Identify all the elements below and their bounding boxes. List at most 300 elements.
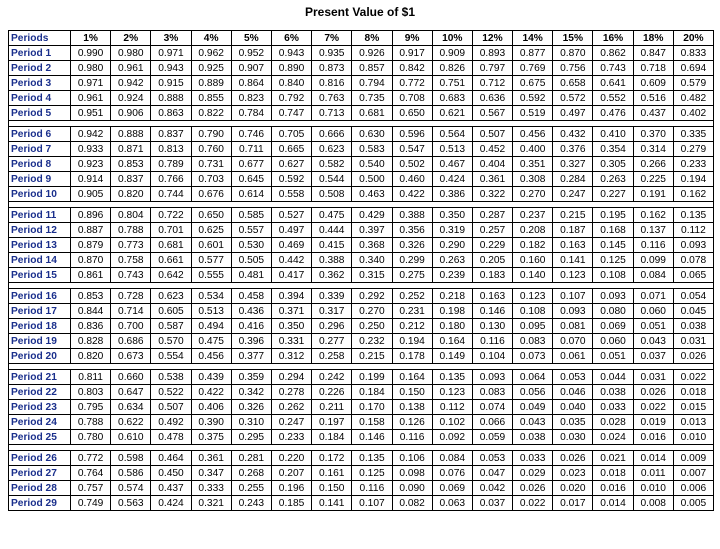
pv-cell: 0.361 bbox=[191, 451, 231, 466]
pv-cell: 0.909 bbox=[432, 46, 472, 61]
pv-cell: 0.162 bbox=[633, 208, 673, 223]
pv-cell: 0.231 bbox=[392, 304, 432, 319]
pv-cell: 0.579 bbox=[673, 76, 713, 91]
pv-cell: 0.873 bbox=[312, 61, 352, 76]
pv-cell: 0.642 bbox=[151, 268, 191, 283]
pv-cell: 0.183 bbox=[472, 268, 512, 283]
pv-cell: 0.026 bbox=[673, 349, 713, 364]
pv-cell: 0.634 bbox=[111, 400, 151, 415]
period-label: Period 20 bbox=[9, 349, 71, 364]
pv-cell: 0.377 bbox=[231, 349, 271, 364]
period-label: Period 29 bbox=[9, 496, 71, 511]
pv-cell: 0.555 bbox=[191, 268, 231, 283]
pv-cell: 0.836 bbox=[71, 319, 111, 334]
pv-cell: 0.630 bbox=[352, 127, 392, 142]
pv-cell: 0.773 bbox=[111, 238, 151, 253]
pv-cell: 0.905 bbox=[71, 187, 111, 202]
pv-cell: 0.277 bbox=[312, 334, 352, 349]
pv-cell: 0.497 bbox=[553, 106, 593, 121]
pv-cell: 0.598 bbox=[111, 451, 151, 466]
pv-cell: 0.021 bbox=[593, 451, 633, 466]
pv-cell: 0.896 bbox=[71, 208, 111, 223]
pv-cell: 0.092 bbox=[432, 430, 472, 445]
pv-cell: 0.463 bbox=[352, 187, 392, 202]
pv-cell: 0.257 bbox=[472, 223, 512, 238]
pv-cell: 0.422 bbox=[191, 385, 231, 400]
pv-cell: 0.763 bbox=[312, 91, 352, 106]
pv-cell: 0.037 bbox=[633, 349, 673, 364]
pv-cell: 0.547 bbox=[392, 142, 432, 157]
table-row bbox=[9, 106, 714, 121]
pv-cell: 0.855 bbox=[191, 91, 231, 106]
pv-cell: 0.769 bbox=[513, 61, 553, 76]
pv-cell: 0.020 bbox=[553, 481, 593, 496]
pv-cell: 0.842 bbox=[392, 61, 432, 76]
pv-cell: 0.627 bbox=[271, 157, 311, 172]
pv-cell: 0.106 bbox=[392, 451, 432, 466]
pv-cell: 0.060 bbox=[633, 304, 673, 319]
pv-cell: 0.816 bbox=[312, 76, 352, 91]
pv-cell: 0.250 bbox=[352, 319, 392, 334]
pv-cell: 0.046 bbox=[553, 385, 593, 400]
pv-cell: 0.574 bbox=[111, 481, 151, 496]
period-label: Period 25 bbox=[9, 430, 71, 445]
pv-cell: 0.534 bbox=[191, 289, 231, 304]
pv-cell: 0.326 bbox=[231, 400, 271, 415]
pv-cell: 0.844 bbox=[71, 304, 111, 319]
pv-cell: 0.636 bbox=[472, 91, 512, 106]
pv-cell: 0.064 bbox=[513, 370, 553, 385]
pv-cell: 0.362 bbox=[312, 268, 352, 283]
pv-cell: 0.299 bbox=[392, 253, 432, 268]
pv-cell: 0.026 bbox=[553, 451, 593, 466]
pv-cell: 0.558 bbox=[271, 187, 311, 202]
pv-cell: 0.198 bbox=[432, 304, 472, 319]
pv-cell: 0.116 bbox=[633, 238, 673, 253]
pv-cell: 0.610 bbox=[111, 430, 151, 445]
pv-cell: 0.123 bbox=[553, 268, 593, 283]
pv-cell: 0.713 bbox=[312, 106, 352, 121]
periods-header: Periods bbox=[9, 31, 71, 46]
pv-cell: 0.296 bbox=[312, 319, 352, 334]
pv-cell: 0.218 bbox=[432, 289, 472, 304]
pv-cell: 0.923 bbox=[71, 157, 111, 172]
rate-header: 18% bbox=[633, 31, 673, 46]
rate-header: 7% bbox=[312, 31, 352, 46]
pv-cell: 0.647 bbox=[111, 385, 151, 400]
pv-cell: 0.386 bbox=[432, 187, 472, 202]
table-row bbox=[9, 289, 714, 304]
pv-cell: 0.823 bbox=[231, 91, 271, 106]
period-label: Period 3 bbox=[9, 76, 71, 91]
pv-cell: 0.184 bbox=[312, 430, 352, 445]
period-label: Period 26 bbox=[9, 451, 71, 466]
pv-cell: 0.879 bbox=[71, 238, 111, 253]
pv-cell: 0.444 bbox=[312, 223, 352, 238]
pv-cell: 0.788 bbox=[71, 415, 111, 430]
pv-cell: 0.061 bbox=[553, 349, 593, 364]
pv-cell: 0.354 bbox=[593, 142, 633, 157]
pv-cell: 0.327 bbox=[553, 157, 593, 172]
pv-cell: 0.164 bbox=[392, 370, 432, 385]
pv-cell: 0.255 bbox=[231, 481, 271, 496]
pv-cell: 0.614 bbox=[231, 187, 271, 202]
pv-cell: 0.888 bbox=[151, 91, 191, 106]
pv-cell: 0.008 bbox=[633, 496, 673, 511]
pv-cell: 0.116 bbox=[392, 430, 432, 445]
pv-cell: 0.980 bbox=[111, 46, 151, 61]
rate-header: 6% bbox=[271, 31, 311, 46]
pv-cell: 0.023 bbox=[553, 466, 593, 481]
pv-cell: 0.744 bbox=[151, 187, 191, 202]
pv-cell: 0.942 bbox=[71, 127, 111, 142]
pv-cell: 0.971 bbox=[71, 76, 111, 91]
pv-cell: 0.889 bbox=[191, 76, 231, 91]
pv-cell: 0.208 bbox=[513, 223, 553, 238]
table-row bbox=[9, 91, 714, 106]
pv-cell: 0.093 bbox=[472, 370, 512, 385]
pv-cell: 0.138 bbox=[392, 400, 432, 415]
pv-cell: 0.397 bbox=[352, 223, 392, 238]
pv-cell: 0.207 bbox=[271, 466, 311, 481]
pv-cell: 0.172 bbox=[312, 451, 352, 466]
pv-cell: 0.226 bbox=[312, 385, 352, 400]
pv-cell: 0.456 bbox=[191, 349, 231, 364]
pv-cell: 0.410 bbox=[593, 127, 633, 142]
table-body bbox=[9, 46, 714, 511]
pv-cell: 0.030 bbox=[553, 430, 593, 445]
pv-cell: 0.756 bbox=[553, 61, 593, 76]
pv-cell: 0.069 bbox=[432, 481, 472, 496]
pv-cell: 0.168 bbox=[593, 223, 633, 238]
pv-cell: 0.071 bbox=[633, 289, 673, 304]
pv-cell: 0.519 bbox=[513, 106, 553, 121]
table-row bbox=[9, 268, 714, 283]
pv-cell: 0.310 bbox=[231, 415, 271, 430]
pv-cell: 0.683 bbox=[432, 91, 472, 106]
pv-cell: 0.290 bbox=[432, 238, 472, 253]
rate-header: 2% bbox=[111, 31, 151, 46]
pv-cell: 0.508 bbox=[312, 187, 352, 202]
pv-cell: 0.811 bbox=[71, 370, 111, 385]
pv-cell: 0.888 bbox=[111, 127, 151, 142]
pv-cell: 0.018 bbox=[673, 385, 713, 400]
rate-header: 4% bbox=[191, 31, 231, 46]
pv-cell: 0.162 bbox=[673, 187, 713, 202]
pv-cell: 0.315 bbox=[352, 268, 392, 283]
pv-cell: 0.743 bbox=[593, 61, 633, 76]
period-label: Period 10 bbox=[9, 187, 71, 202]
pv-cell: 0.275 bbox=[392, 268, 432, 283]
pv-cell: 0.422 bbox=[392, 187, 432, 202]
pv-cell: 0.747 bbox=[271, 106, 311, 121]
pv-cell: 0.028 bbox=[593, 415, 633, 430]
period-label: Period 28 bbox=[9, 481, 71, 496]
pv-cell: 0.335 bbox=[673, 127, 713, 142]
pv-cell: 0.870 bbox=[553, 46, 593, 61]
pv-cell: 0.056 bbox=[513, 385, 553, 400]
pv-cell: 0.126 bbox=[392, 415, 432, 430]
table-row bbox=[9, 430, 714, 445]
pv-cell: 0.263 bbox=[593, 172, 633, 187]
pv-cell: 0.284 bbox=[553, 172, 593, 187]
table-row bbox=[9, 208, 714, 223]
pv-cell: 0.789 bbox=[151, 157, 191, 172]
table-row bbox=[9, 370, 714, 385]
pv-cell: 0.469 bbox=[271, 238, 311, 253]
pv-cell: 0.893 bbox=[472, 46, 512, 61]
pv-cell: 0.146 bbox=[472, 304, 512, 319]
pv-cell: 0.150 bbox=[312, 481, 352, 496]
pv-cell: 0.252 bbox=[392, 289, 432, 304]
rate-header: 3% bbox=[151, 31, 191, 46]
pv-cell: 0.708 bbox=[392, 91, 432, 106]
pv-cell: 0.350 bbox=[432, 208, 472, 223]
pv-cell: 0.043 bbox=[633, 334, 673, 349]
pv-cell: 0.712 bbox=[472, 76, 512, 91]
pv-cell: 0.014 bbox=[633, 451, 673, 466]
period-label: Period 23 bbox=[9, 400, 71, 415]
pv-cell: 0.951 bbox=[71, 106, 111, 121]
pv-cell: 0.822 bbox=[191, 106, 231, 121]
period-label: Period 8 bbox=[9, 157, 71, 172]
pv-cell: 0.917 bbox=[392, 46, 432, 61]
pv-cell: 0.686 bbox=[111, 334, 151, 349]
pv-cell: 0.305 bbox=[593, 157, 633, 172]
period-label: Period 16 bbox=[9, 289, 71, 304]
pv-cell: 0.233 bbox=[673, 157, 713, 172]
pv-cell: 0.185 bbox=[271, 496, 311, 511]
rate-header: 5% bbox=[231, 31, 271, 46]
pv-cell: 0.538 bbox=[151, 370, 191, 385]
pv-cell: 0.054 bbox=[673, 289, 713, 304]
pv-cell: 0.780 bbox=[71, 430, 111, 445]
present-value-table-container bbox=[8, 30, 714, 511]
pv-cell: 0.347 bbox=[191, 466, 231, 481]
pv-cell: 0.437 bbox=[633, 106, 673, 121]
pv-cell: 0.714 bbox=[111, 304, 151, 319]
pv-cell: 0.530 bbox=[231, 238, 271, 253]
pv-cell: 0.788 bbox=[111, 223, 151, 238]
pv-cell: 0.080 bbox=[593, 304, 633, 319]
pv-cell: 0.694 bbox=[673, 61, 713, 76]
pv-cell: 0.339 bbox=[312, 289, 352, 304]
pv-cell: 0.864 bbox=[231, 76, 271, 91]
pv-cell: 0.033 bbox=[513, 451, 553, 466]
pv-cell: 0.475 bbox=[191, 334, 231, 349]
pv-cell: 0.013 bbox=[673, 415, 713, 430]
pv-cell: 0.029 bbox=[513, 466, 553, 481]
pv-cell: 0.081 bbox=[553, 319, 593, 334]
pv-cell: 0.116 bbox=[352, 481, 392, 496]
pv-cell: 0.007 bbox=[673, 466, 713, 481]
pv-cell: 0.215 bbox=[553, 208, 593, 223]
pv-cell: 0.099 bbox=[633, 253, 673, 268]
pv-cell: 0.107 bbox=[553, 289, 593, 304]
pv-cell: 0.242 bbox=[312, 370, 352, 385]
pv-cell: 0.326 bbox=[392, 238, 432, 253]
pv-cell: 0.011 bbox=[633, 466, 673, 481]
pv-cell: 0.263 bbox=[432, 253, 472, 268]
pv-cell: 0.971 bbox=[151, 46, 191, 61]
pv-cell: 0.497 bbox=[271, 223, 311, 238]
pv-cell: 0.666 bbox=[312, 127, 352, 142]
pv-cell: 0.476 bbox=[593, 106, 633, 121]
pv-cell: 0.237 bbox=[513, 208, 553, 223]
pv-cell: 0.059 bbox=[472, 430, 512, 445]
pv-cell: 0.141 bbox=[553, 253, 593, 268]
pv-cell: 0.481 bbox=[231, 268, 271, 283]
pv-cell: 0.009 bbox=[673, 451, 713, 466]
pv-cell: 0.019 bbox=[633, 415, 673, 430]
pv-cell: 0.570 bbox=[151, 334, 191, 349]
pv-cell: 0.281 bbox=[231, 451, 271, 466]
pv-cell: 0.270 bbox=[513, 187, 553, 202]
pv-cell: 0.500 bbox=[352, 172, 392, 187]
pv-cell: 0.516 bbox=[633, 91, 673, 106]
pv-cell: 0.053 bbox=[553, 370, 593, 385]
table-row bbox=[9, 400, 714, 415]
pv-cell: 0.333 bbox=[191, 481, 231, 496]
table-title: Present Value of $1 bbox=[304, 5, 416, 19]
pv-cell: 0.703 bbox=[191, 172, 231, 187]
pv-cell: 0.220 bbox=[271, 451, 311, 466]
pv-cell: 0.083 bbox=[472, 385, 512, 400]
pv-cell: 0.460 bbox=[392, 172, 432, 187]
pv-cell: 0.051 bbox=[593, 349, 633, 364]
pv-cell: 0.961 bbox=[71, 91, 111, 106]
pv-cell: 0.215 bbox=[352, 349, 392, 364]
pv-cell: 0.141 bbox=[312, 496, 352, 511]
period-label: Period 27 bbox=[9, 466, 71, 481]
pv-cell: 0.757 bbox=[71, 481, 111, 496]
pv-cell: 0.294 bbox=[271, 370, 311, 385]
table-row bbox=[9, 496, 714, 511]
pv-cell: 0.018 bbox=[593, 466, 633, 481]
pv-cell: 0.417 bbox=[271, 268, 311, 283]
pv-cell: 0.933 bbox=[71, 142, 111, 157]
pv-cell: 0.961 bbox=[111, 61, 151, 76]
pv-cell: 0.368 bbox=[352, 238, 392, 253]
pv-cell: 0.014 bbox=[593, 496, 633, 511]
pv-cell: 0.350 bbox=[271, 319, 311, 334]
pv-cell: 0.833 bbox=[673, 46, 713, 61]
pv-cell: 0.705 bbox=[271, 127, 311, 142]
pv-cell: 0.507 bbox=[151, 400, 191, 415]
pv-cell: 0.494 bbox=[191, 319, 231, 334]
pv-cell: 0.396 bbox=[231, 334, 271, 349]
pv-cell: 0.837 bbox=[151, 127, 191, 142]
pv-cell: 0.677 bbox=[231, 157, 271, 172]
pv-cell: 0.191 bbox=[633, 187, 673, 202]
pv-cell: 0.066 bbox=[472, 415, 512, 430]
table-row bbox=[9, 46, 714, 61]
pv-cell: 0.135 bbox=[673, 208, 713, 223]
pv-cell: 0.645 bbox=[231, 172, 271, 187]
pv-cell: 0.184 bbox=[352, 385, 392, 400]
pv-cell: 0.661 bbox=[151, 253, 191, 268]
pv-cell: 0.557 bbox=[231, 223, 271, 238]
pv-cell: 0.813 bbox=[151, 142, 191, 157]
pv-cell: 0.450 bbox=[151, 466, 191, 481]
header-row bbox=[9, 31, 714, 46]
pv-cell: 0.400 bbox=[513, 142, 553, 157]
pv-cell: 0.439 bbox=[191, 370, 231, 385]
table-row bbox=[9, 385, 714, 400]
pv-cell: 0.650 bbox=[392, 106, 432, 121]
period-label: Period 9 bbox=[9, 172, 71, 187]
period-label: Period 2 bbox=[9, 61, 71, 76]
pv-cell: 0.287 bbox=[472, 208, 512, 223]
pv-cell: 0.123 bbox=[432, 385, 472, 400]
pv-cell: 0.482 bbox=[673, 91, 713, 106]
pv-cell: 0.658 bbox=[553, 76, 593, 91]
table-row bbox=[9, 76, 714, 91]
pv-cell: 0.394 bbox=[271, 289, 311, 304]
pv-cell: 0.078 bbox=[673, 253, 713, 268]
pv-cell: 0.266 bbox=[633, 157, 673, 172]
pv-cell: 0.229 bbox=[472, 238, 512, 253]
pv-cell: 0.794 bbox=[352, 76, 392, 91]
pv-cell: 0.751 bbox=[432, 76, 472, 91]
pv-cell: 0.031 bbox=[633, 370, 673, 385]
pv-cell: 0.093 bbox=[593, 289, 633, 304]
pv-cell: 0.026 bbox=[513, 481, 553, 496]
pv-cell: 0.728 bbox=[111, 289, 151, 304]
pv-cell: 0.314 bbox=[633, 142, 673, 157]
pv-cell: 0.135 bbox=[432, 370, 472, 385]
pv-cell: 0.625 bbox=[191, 223, 231, 238]
pv-cell: 0.760 bbox=[191, 142, 231, 157]
pv-cell: 0.053 bbox=[472, 451, 512, 466]
pv-cell: 0.676 bbox=[191, 187, 231, 202]
pv-cell: 0.205 bbox=[472, 253, 512, 268]
pv-cell: 0.554 bbox=[151, 349, 191, 364]
pv-cell: 0.605 bbox=[151, 304, 191, 319]
pv-cell: 0.862 bbox=[593, 46, 633, 61]
pv-cell: 0.194 bbox=[392, 334, 432, 349]
pv-cell: 0.582 bbox=[312, 157, 352, 172]
pv-cell: 0.093 bbox=[553, 304, 593, 319]
pv-cell: 0.295 bbox=[231, 430, 271, 445]
pv-cell: 0.093 bbox=[673, 238, 713, 253]
period-label: Period 5 bbox=[9, 106, 71, 121]
pv-cell: 0.074 bbox=[472, 400, 512, 415]
pv-cell: 0.042 bbox=[472, 481, 512, 496]
pv-cell: 0.804 bbox=[111, 208, 151, 223]
pv-cell: 0.370 bbox=[633, 127, 673, 142]
period-label: Period 1 bbox=[9, 46, 71, 61]
pv-cell: 0.196 bbox=[271, 481, 311, 496]
pv-cell: 0.351 bbox=[513, 157, 553, 172]
pv-cell: 0.980 bbox=[71, 61, 111, 76]
pv-cell: 0.722 bbox=[151, 208, 191, 223]
pv-cell: 0.095 bbox=[513, 319, 553, 334]
pv-cell: 0.321 bbox=[191, 496, 231, 511]
pv-cell: 0.187 bbox=[553, 223, 593, 238]
pv-cell: 0.458 bbox=[231, 289, 271, 304]
pv-cell: 0.005 bbox=[673, 496, 713, 511]
pv-cell: 0.772 bbox=[392, 76, 432, 91]
pv-cell: 0.083 bbox=[513, 334, 553, 349]
pv-cell: 0.764 bbox=[71, 466, 111, 481]
pv-cell: 0.601 bbox=[191, 238, 231, 253]
table-row bbox=[9, 223, 714, 238]
pv-cell: 0.758 bbox=[111, 253, 151, 268]
pv-cell: 0.583 bbox=[352, 142, 392, 157]
pv-cell: 0.010 bbox=[633, 481, 673, 496]
pv-cell: 0.907 bbox=[231, 61, 271, 76]
